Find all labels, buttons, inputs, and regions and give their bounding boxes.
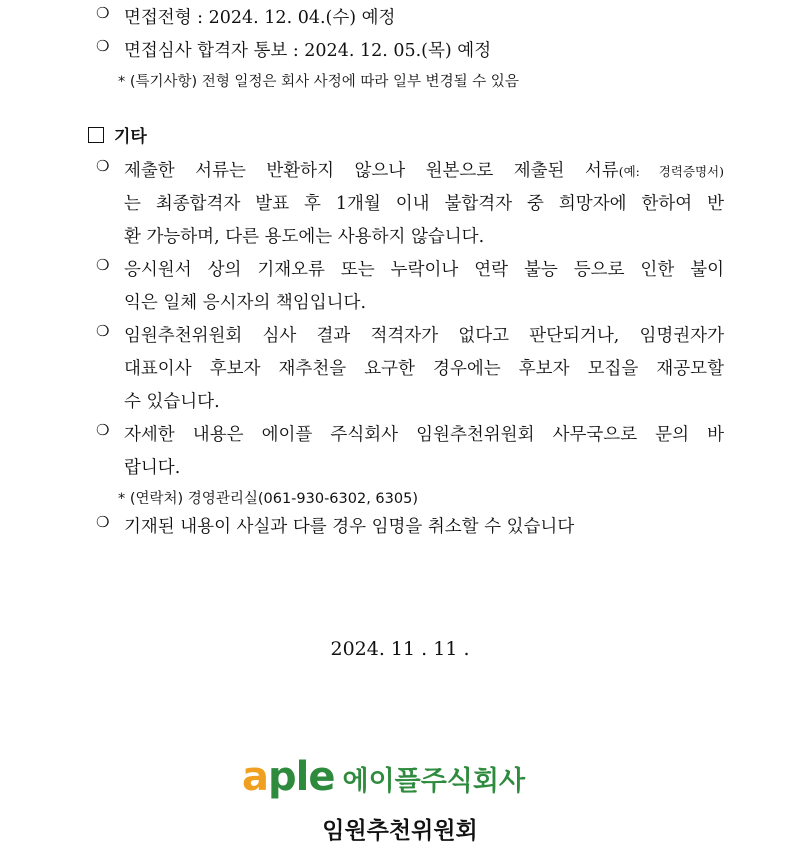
- aple-wordmark: aple: [242, 754, 335, 800]
- list-item-text: 임원추천위원회 심사 결과 적격자가 없다고 판단되거나, 임명권자가 대표이사 후보자 재추천을 요구한 경우에는 후보자 모집을 재공모할 수 있습니다.: [124, 326, 724, 412]
- list-item-text: 제출한 서류는 반환하지 않으나 원본으로 제출된 서류(예: 경력증명서) 는 최종합격자 발표 후 1개월 이내 불합격자 중 희망자에 한하여 반 환 가능하며, 다른 용도에는 사용하지 않습니다.: [124, 161, 724, 247]
- square-box-icon: [88, 127, 104, 143]
- list-item-text: 응시원서 상의 기재오류 또는 누락이나 연락 불능 등으로 인한 불이 익은 일체 응시자의 책임입니다.: [124, 260, 724, 313]
- list-item-text: 자세한 내용은 에이플 주식회사 임원추천위원회 사무국으로 문의 바 랍니다.: [124, 425, 724, 478]
- example-note: (예: 경력증명서): [618, 164, 724, 179]
- section-heading-label: 기타: [114, 127, 147, 147]
- list-item-text: 기재된 내용이 사실과 다를 경우 임명을 취소할 수 있습니다: [124, 517, 575, 537]
- contact-note: * (연락처) 경영관리실(061-930-6302, 6305): [118, 491, 418, 507]
- notice-schedule-text: 면접심사 합격자 통보 : 2024. 12. 05.(목) 예정: [124, 41, 492, 61]
- circle-bullet-icon: ❍: [96, 421, 110, 439]
- committee-name: 임원추천위원회: [322, 818, 478, 844]
- circle-bullet-icon: ❍: [96, 157, 110, 175]
- schedule-note: * (특기사항) 전형 일정은 회사 사정에 따라 일부 변경될 수 있음: [118, 74, 519, 90]
- company-name: 에이플주식회사: [342, 766, 526, 797]
- circle-bullet-icon: ❍: [96, 4, 110, 22]
- interview-schedule-text: 면접전형 : 2024. 12. 04.(수) 예정: [124, 8, 396, 28]
- circle-bullet-icon: ❍: [96, 513, 110, 531]
- circle-bullet-icon: ❍: [96, 322, 110, 340]
- circle-bullet-icon: ❍: [96, 37, 110, 55]
- circle-bullet-icon: ❍: [96, 256, 110, 274]
- section-heading-other: [88, 122, 147, 147]
- company-logo: [242, 754, 525, 800]
- announcement-date: 2024. 11 . 11 .: [330, 638, 470, 660]
